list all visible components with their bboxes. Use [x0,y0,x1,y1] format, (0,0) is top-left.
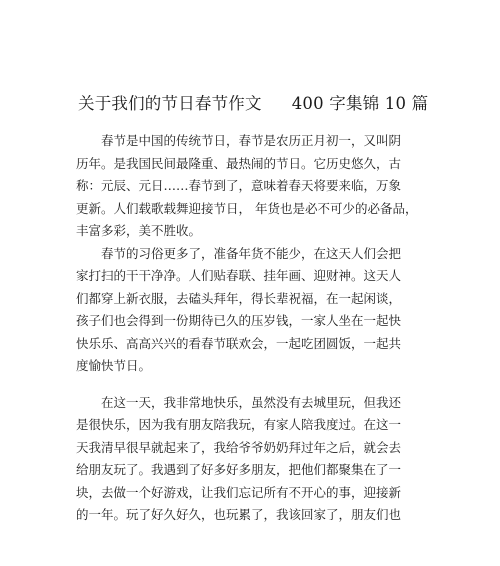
paragraph-3 [76,392,436,527]
text-line: 们都穿上新衣服，去磕头拜年，得长辈祝福，在一起闲谈， [76,290,402,306]
paragraph-1 [76,130,436,243]
text-line: 春节的习俗更多了，准备年货不能少，在这天人们会把 [101,245,402,261]
paragraph-2 [76,243,436,378]
text-line: 丰富多彩，美不胜收。 [76,223,202,238]
title-sub: 400 字集锦 10 篇 [291,94,429,113]
paragraph-gap [76,378,436,392]
text-line: 孩子们也会得到一份期待已久的压岁钱，一家人坐在一起快 [76,313,402,328]
document-body [76,130,436,527]
text-line: 快乐乐、高高兴兴的看春节联欢会，一起吃团圆饭，一起共 [76,335,402,351]
text-line: 春节是中国的传统节日，春节是农历正月初一，又叫阴 [101,133,402,148]
text-line: 称：元辰、元日……春节到了，意味着春天将要来临，万象 [76,178,402,193]
text-line: 块，去做一个好游戏，让我们忘记所有不开心的事，迎接新 [76,484,402,500]
document-title [78,90,428,114]
text-line: 的一年。玩了好久好久，也玩累了，我该回家了，朋友们也 [76,507,402,522]
text-line: 给朋友玩了。我遇到了好多好多朋友，把他们都聚集在了一 [76,462,402,477]
text-line: 天我清早很早就起来了，我给爷爷奶奶拜过年之后，就会去 [76,439,402,455]
text-line: 家打扫的干干净净。人们贴春联、挂年画、迎财神。这天人 [76,268,402,283]
text-line: 更新。人们载歌载舞迎接节日， 年货也是必不可少的必备品， [76,200,418,216]
text-line: 在这一天，我非常地快乐，虽然没有去城里玩，但我还 [101,394,402,410]
title-main: 关于我们的节日春节作文 [78,94,262,113]
text-line: 是很快乐，因为我有朋友陪我玩，有家人陪我度过。在这一 [76,417,402,432]
text-line: 历年。是我国民间最隆重、最热闹的节日。它历史悠久，古 [76,155,402,171]
text-line: 度愉快节日。 [76,358,152,373]
